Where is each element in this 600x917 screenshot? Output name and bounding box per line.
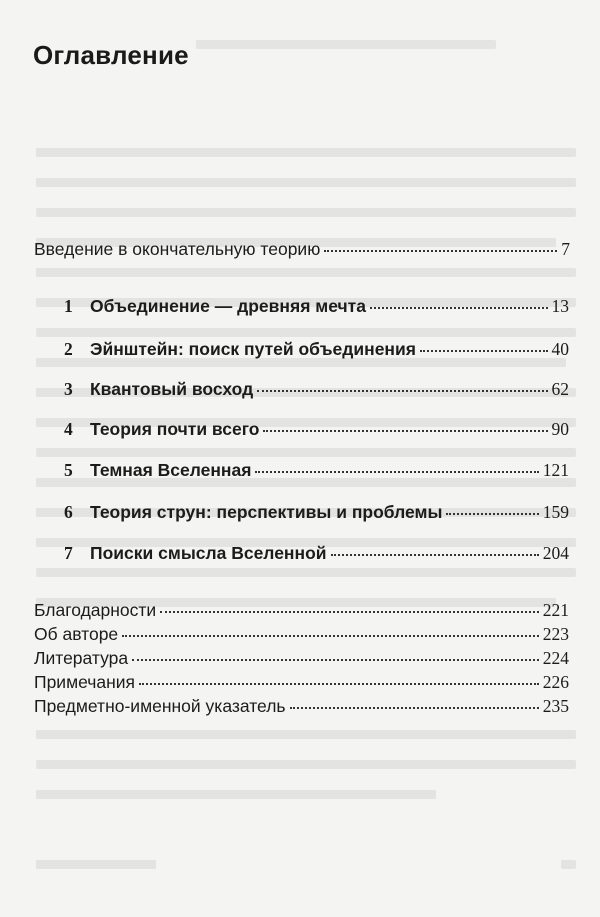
toc-entry-page: 235 bbox=[542, 696, 569, 716]
chapter-title: Теория почти всего bbox=[90, 419, 260, 439]
dot-leader bbox=[132, 659, 539, 661]
dot-leader bbox=[122, 635, 539, 637]
toc-chapter-7[interactable] bbox=[64, 542, 569, 564]
dot-leader bbox=[324, 250, 557, 252]
dot-leader bbox=[331, 554, 539, 556]
chapter-number: 6 bbox=[64, 502, 73, 522]
chapter-title: Темная Вселенная bbox=[90, 460, 252, 480]
toc-entry-label: Предметно-именной указатель bbox=[34, 696, 286, 716]
chapter-number: 5 bbox=[64, 460, 73, 480]
chapter-title: Поиски смысла Вселенной bbox=[90, 543, 327, 563]
dot-leader bbox=[446, 513, 538, 515]
dot-leader bbox=[290, 707, 539, 709]
chapter-number: 7 bbox=[64, 543, 73, 563]
toc-entry-page: 223 bbox=[542, 624, 569, 644]
chapter-page: 204 bbox=[542, 543, 569, 563]
toc-entry-label: Литература bbox=[34, 648, 129, 668]
toc-entry-page: 224 bbox=[542, 648, 569, 668]
toc-entry-notes[interactable] bbox=[34, 671, 569, 693]
chapter-page: 13 bbox=[551, 296, 569, 316]
toc-entry-page: 7 bbox=[561, 239, 570, 259]
toc-entry-page: 221 bbox=[542, 600, 569, 620]
chapter-page: 90 bbox=[551, 419, 569, 439]
chapter-title: Эйнштейн: поиск путей объединения bbox=[90, 339, 416, 359]
dot-leader bbox=[257, 390, 547, 392]
toc-entry-intro[interactable] bbox=[34, 238, 570, 260]
dot-leader bbox=[263, 430, 547, 432]
chapter-number: 1 bbox=[64, 296, 73, 316]
toc-entry-page: 226 bbox=[542, 672, 569, 692]
toc-chapter-1[interactable] bbox=[64, 295, 569, 317]
dot-leader bbox=[139, 683, 539, 685]
dot-leader bbox=[420, 350, 548, 352]
toc-entry-label: Введение в окончательную теорию bbox=[34, 239, 321, 259]
toc-entry-label: Благодарности bbox=[34, 600, 157, 620]
toc-entry-label: Примечания bbox=[34, 672, 136, 692]
toc-chapter-3[interactable] bbox=[64, 378, 569, 400]
toc-entry-index[interactable] bbox=[34, 695, 569, 717]
dot-leader bbox=[255, 471, 538, 473]
chapter-number: 4 bbox=[64, 419, 73, 439]
dot-leader bbox=[370, 307, 548, 309]
chapter-number: 2 bbox=[64, 339, 73, 359]
dot-leader bbox=[160, 611, 539, 613]
chapter-number: 3 bbox=[64, 379, 73, 399]
toc-entry-literature[interactable] bbox=[34, 647, 569, 669]
toc-chapter-2[interactable] bbox=[64, 338, 569, 360]
chapter-page: 62 bbox=[551, 379, 569, 399]
toc-chapter-5[interactable] bbox=[64, 459, 569, 481]
toc-entry-acknowledgements[interactable] bbox=[34, 599, 569, 621]
toc-chapter-6[interactable] bbox=[64, 501, 569, 523]
toc-chapter-4[interactable] bbox=[64, 418, 569, 440]
page-title: Оглавление bbox=[33, 40, 189, 70]
toc-entry-label: Об авторе bbox=[34, 624, 119, 644]
chapter-title: Квантовый восход bbox=[90, 379, 254, 399]
chapter-title: Теория струн: перспективы и проблемы bbox=[90, 502, 443, 522]
chapter-page: 121 bbox=[542, 460, 569, 480]
chapter-page: 40 bbox=[551, 339, 569, 359]
chapter-title: Объединение — древняя мечта bbox=[90, 296, 366, 316]
chapter-page: 159 bbox=[542, 502, 569, 522]
toc-entry-about-author[interactable] bbox=[34, 623, 569, 645]
